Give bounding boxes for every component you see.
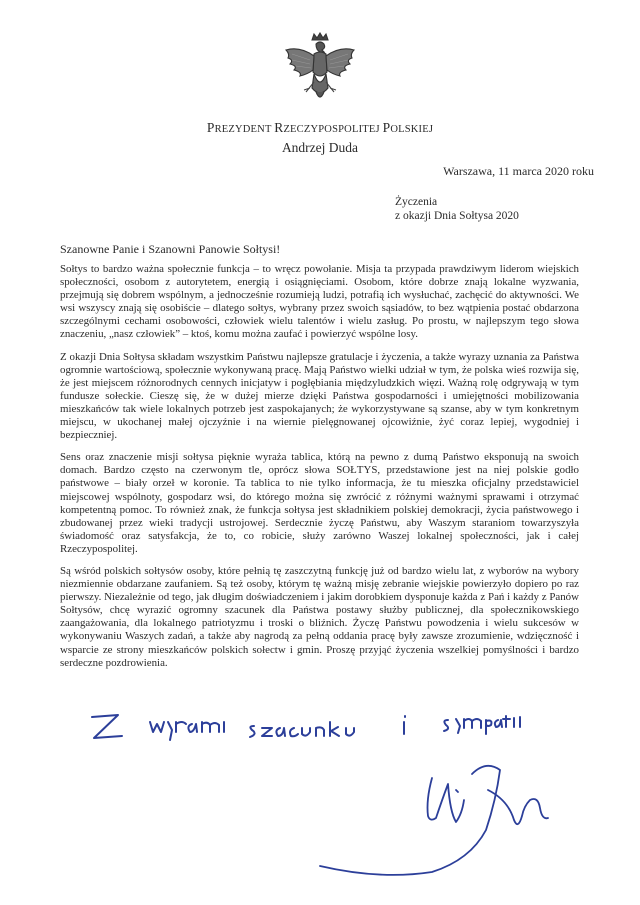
letter-greeting: Szanowne Panie i Szanowni Panowie Sołtysi!: [60, 242, 281, 256]
title-part: R: [274, 120, 284, 135]
letterhead-title: [0, 120, 640, 136]
body-paragraph: Z okazji Dnia Sołtysa składam wszystkim Państwu najlepsze gratulacje i życzenia, a także wyrazy uznania za Państwa ogromnie wartościową, społecznie wykonywaną pracę. Mają Państwo wielki udział w tym, że polska wieś rozwija się, że jest miejscem różnorodnych cennych inicjatyw i pogłębiania międzyludzkich więzi. Ważną rolę odgrywają w tym fundusze sołeckie. Cieszę się, że w dużej mierze dzięki Państwa gospodarności i umiejętności mobilizowania mieszkańców tak wiele lokalnych potrzeb jest zaspokajanych; że wykorzystywane są szanse, aby w tym konkretnym miejscu, w ukochanej małej ojczyźnie i na wiernie pielęgnowanej ojcowiźnie, żyć coraz lepiej, wygodniej i bezpieczniej.: [60, 350, 579, 442]
title-part: REZYDENT: [214, 124, 275, 135]
letter-subject: [395, 195, 519, 223]
signature: [320, 766, 548, 875]
body-paragraph: Sołtys to bardzo ważna społecznie funkcja – to wręcz powołanie. Misja ta przypada prawdziwym liderom wiejskich społeczności, osobom z autorytetem, energią i osiągnięciami. Osobom, które dobrze znają lokalne wyzwania, przejmują się dobrem wspólnym, a jednocześnie rozumieją ludzi, potrafią ich wysłuchać, zachęcić do aktywności. We wsi wszyscy znają się osobiście – dlatego sołtys, wybrany przez swoich sąsiadów, to bez wątpienia postać obdarzona szczególnymi cechami osobowości, człowiek wielu talentów i wielu zasług. Po prostu, w najlepszym tego słowa znaczeniu, „nasz człowiek” – ktoś, komu można zaufać i powierzyć wspólne losy.: [60, 263, 579, 341]
title-part: ZECZYPOSPOLITEJ: [283, 124, 383, 135]
handwritten-note: [92, 715, 520, 740]
body-paragraph: Są wśród polskich sołtysów osoby, które pełnią tę zaszczytną funkcję już od bardzo wielu lat, z wyborów na wybory niezmiennie obdarzane zaufaniem. Są też osoby, którym tę ważną misję zebranie wiejskie powierzyło dopiero po raz pierwszy. Niezależnie od tego, jak długim doświadczeniem i jakim dorobkiem dysponuje każda z Pań i każdy z Panów Sołtysów, chcę wyrazić ogromny szacunek dla Państwa postawy służby publicznej, dla społecznikowskiego zaangażowania, dla lokalnego patriotyzmu i troski o bliźnich. Życzę Państwu powodzenia i wielu sukcesów w wykonywaniu Waszych zadań, a także aby nagrodą za pełną oddania pracę były zawsze zrozumienie, wdzięczność i wsparcie ze strony mieszkańców polskich sołectw i gmin. Proszę przyjąć życzenia wszelkiej pomyślności i bardzo serdeczne pozdrowienia.: [60, 564, 579, 669]
title-part: OLSKIEJ: [390, 124, 434, 135]
subject-line: Życzenia: [395, 196, 438, 208]
letter-body: [60, 263, 579, 679]
body-paragraph: Sens oraz znaczenie misji sołtysa pięknie wyraża tablica, którą na pewno z dumą Państwo eksponują na swoich domach. Bardzo często na czerwonym tle, oprócz słowa SOŁTYS, przedstawione jest na niej polskie godło państwowe – biały orzeł w koronie. Ta tablica to nie tylko informacja, że tu mieszka oficjalny przedstawiciel miejscowej wspólnoty, gospodarz wsi, do którego można się zwrócić z różnymi ważnymi sprawami i otrzymać kompetentną pomoc. To również znak, że funkcja sołtysa jest składnikiem polskiej demokracji, życia państwowego i zbudowanej przez wieki tradycji ustrojowej. Serdecznie życzę Państwu, aby Waszym staraniom towarzyszyła świadomość oraz satysfakcja, że to, co robicie, służy zarówno Waszej lokalnej społeczności, jak i całej Rzeczypospolitej.: [60, 451, 579, 555]
subject-line: z okazji Dnia Sołtysa 2020: [395, 210, 519, 222]
title-part: P: [382, 120, 391, 135]
title-part: P: [206, 120, 215, 135]
letter-date: Warszawa, 11 marca 2020 roku: [443, 164, 594, 178]
white-eagle-emblem: [280, 32, 360, 106]
letterhead-name: Andrzej Duda: [281, 140, 359, 155]
